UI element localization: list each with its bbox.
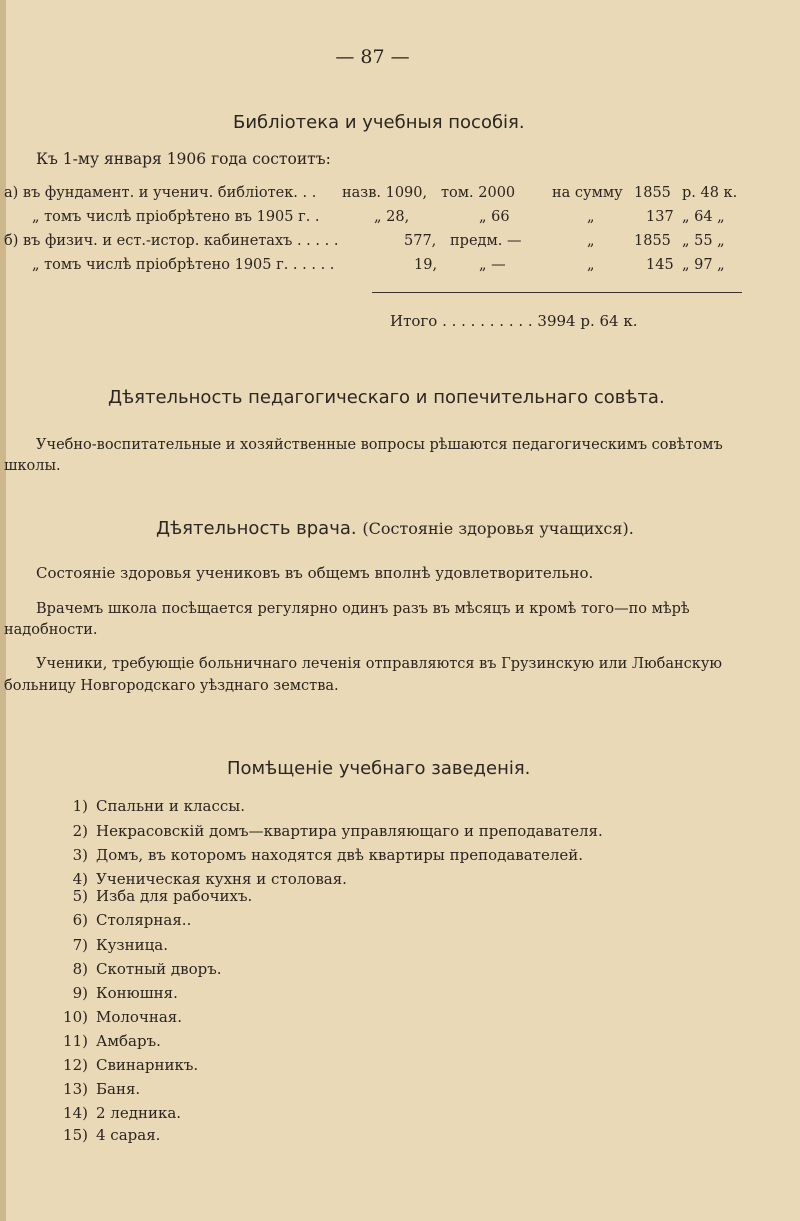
row-volumes: „ — (479, 257, 506, 273)
row-label: б) въ физич. и ест.-истор. кабинетахъ . . . . . (4, 233, 339, 249)
list-item-text: Амбаръ. (96, 1032, 161, 1050)
library-row (4, 209, 794, 229)
list-item-text: Спальни и классы. (96, 797, 245, 815)
list-item-number: 6) (72, 911, 88, 929)
row-label: „ томъ числѣ пріобрѣтено въ 1905 г. . (32, 209, 320, 225)
row-kopecks: р. 48 к. (682, 185, 738, 201)
list-item-number: 5) (72, 887, 88, 905)
list-item (48, 1056, 198, 1074)
doctor-text-3-line2: больницу Новгородскаго уѣзднаго земства. (4, 678, 339, 694)
list-item-text: Кузница. (96, 936, 168, 954)
row-sum-label: „ (587, 257, 595, 273)
row-rubles: 145 (646, 257, 674, 273)
row-titles: назв. 1090, (342, 185, 428, 201)
list-item-number: 3) (72, 846, 88, 864)
row-titles: 577, (404, 233, 437, 249)
list-item-text: Молочная. (96, 1008, 183, 1026)
list-item (48, 822, 603, 840)
row-volumes: предм. — (450, 233, 522, 249)
row-label: а) въ фундамент. и ученич. библіотек. . . (4, 185, 317, 201)
list-item (48, 1032, 161, 1050)
row-sum-label: „ (587, 233, 595, 249)
list-item (48, 960, 222, 978)
list-item (48, 1126, 160, 1144)
row-kopecks: „ 55 „ (682, 233, 725, 249)
doctor-text-2-line2: надобности. (4, 622, 98, 638)
list-item-number: 11) (63, 1032, 88, 1050)
page-number: — 87 — (335, 46, 410, 68)
council-text-line1: Учебно-воспитательные и хозяйственные вопросы рѣшаются педагогическимъ совѣтомъ (36, 437, 723, 453)
list-item-number: 2) (72, 822, 88, 840)
list-item-number: 14) (63, 1104, 88, 1122)
list-item-number: 7) (72, 936, 88, 954)
list-item (48, 887, 252, 905)
list-item-text: Изба для рабочихъ. (96, 887, 253, 905)
list-item-text: Столярная.. (96, 911, 192, 929)
list-item (48, 911, 191, 929)
list-item (48, 846, 583, 864)
row-label: „ томъ числѣ пріобрѣтено 1905 г. . . . . . (32, 257, 335, 273)
list-item-number: 10) (63, 1008, 88, 1026)
list-item-text: Ученическая кухня и столовая. (96, 870, 347, 888)
premises-heading: Помѣщеніе учебнаго заведенія. (227, 758, 531, 779)
list-item (48, 936, 168, 954)
row-kopecks: „ 97 „ (682, 257, 725, 273)
row-rubles: 137 (646, 209, 674, 225)
list-item (48, 1080, 140, 1098)
list-item-number: 9) (72, 984, 88, 1002)
library-row (4, 257, 794, 277)
list-item-number: 1) (72, 797, 88, 815)
row-sum-label: „ (587, 209, 595, 225)
list-item-text: Свинарникъ. (96, 1056, 199, 1074)
row-kopecks: „ 64 „ (682, 209, 725, 225)
list-item-text: 4 сарая. (96, 1126, 161, 1144)
row-sum-label: на сумму (552, 185, 623, 201)
list-item-number: 8) (72, 960, 88, 978)
list-item-number: 13) (63, 1080, 88, 1098)
library-heading: Библіотека и учебныя пособія. (233, 112, 525, 133)
row-titles: 19, (414, 257, 438, 273)
library-row (4, 233, 794, 253)
list-item-number: 12) (63, 1056, 88, 1074)
list-item-text: Домъ, въ которомъ находятся двѣ квартиры преподавателей. (96, 846, 584, 864)
doctor-heading (156, 518, 634, 539)
list-item-text: Некрасовскій домъ—квартира управляющаго и преподавателя. (96, 822, 603, 840)
list-item (48, 984, 178, 1002)
doctor-text-3-line1: Ученики, требующіе больничнаго леченія отправляются въ Грузинскую или Любанскую (36, 656, 722, 672)
total-divider (372, 292, 742, 293)
list-item-number: 4) (72, 870, 88, 888)
list-item-text: Скотный дворъ. (96, 960, 222, 978)
list-item-text: Конюшня. (96, 984, 178, 1002)
row-volumes: „ 66 (479, 209, 510, 225)
list-item (48, 1008, 182, 1026)
doctor-text-1: Состояніе здоровья учениковъ въ общемъ вполнѣ удовлетворительно. (36, 564, 594, 582)
list-item (48, 797, 245, 815)
row-rubles: 1855 (634, 185, 671, 201)
library-row (4, 185, 794, 205)
council-heading: Дѣятельность педагогическаго и попечительнаго совѣта. (108, 387, 665, 408)
list-item (48, 1104, 181, 1122)
row-titles: „ 28, (374, 209, 410, 225)
page-edge (0, 0, 6, 1221)
list-item-text: 2 ледника. (96, 1104, 182, 1122)
doctor-text-2-line1: Врачемъ школа посѣщается регулярно одинъ разъ въ мѣсяцъ и кромѣ того—по мѣрѣ (36, 601, 690, 617)
list-item-text: Баня. (96, 1080, 141, 1098)
council-text-line2: школы. (4, 458, 61, 474)
doctor-heading-subtitle: (Состояніе здоровья учащихся). (362, 519, 634, 538)
list-item-number: 15) (63, 1126, 88, 1144)
library-total: Итого . . . . . . . . . . 3994 р. 64 к. (390, 312, 638, 330)
library-intro: Къ 1-му января 1906 года состоитъ: (36, 150, 331, 168)
doctor-heading-title: Дѣятельность врача. (156, 518, 357, 539)
row-rubles: 1855 (634, 233, 671, 249)
row-volumes: том. 2000 (441, 185, 516, 201)
list-item (48, 870, 347, 888)
